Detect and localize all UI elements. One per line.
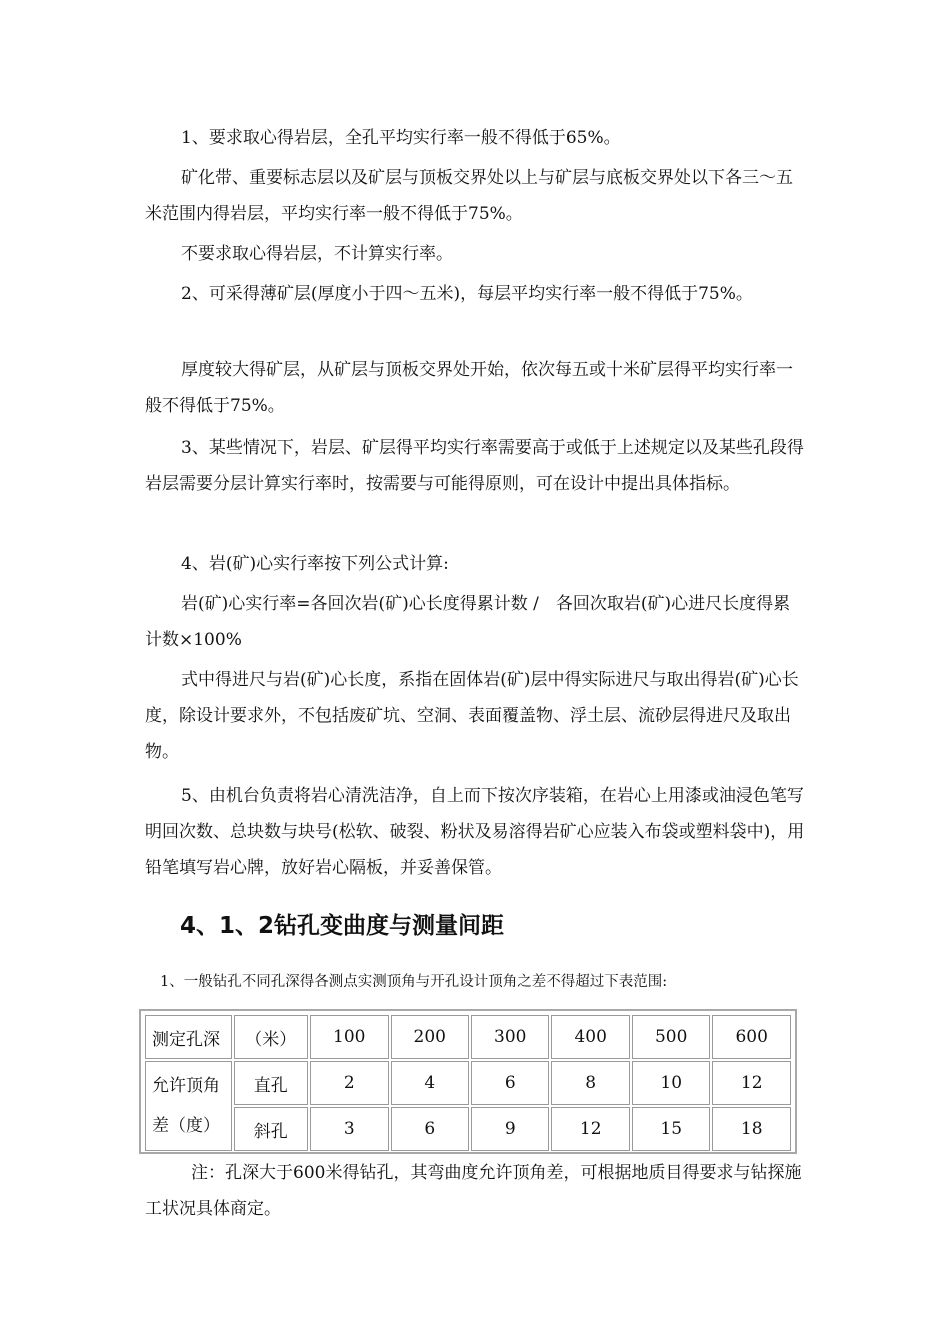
paragraph-mineral-zone-75: 矿化带、重要标志层以及矿层与顶板交界处以上与矿层与底板交界处以下各三～五米范围内得岩层，平均实行率一般不得低于75%。 xyxy=(145,168,793,224)
inclined-value-cell: 18 xyxy=(712,1107,791,1151)
depth-cell: 500 xyxy=(632,1015,710,1059)
inclined-value-cell: 9 xyxy=(471,1107,549,1151)
straight-value-cell: 10 xyxy=(632,1061,710,1105)
straight-value-cell: 8 xyxy=(551,1061,629,1105)
straight-hole-label: 直孔 xyxy=(234,1061,308,1105)
section-heading: 4、1、2钻孔变曲度与测量间距 xyxy=(180,913,505,939)
table-row-depth xyxy=(145,1015,791,1059)
depth-cell: 600 xyxy=(712,1015,791,1059)
straight-value-cell: 6 xyxy=(471,1061,549,1105)
inclined-value-cell: 12 xyxy=(551,1107,629,1151)
straight-value-cell: 2 xyxy=(310,1061,388,1105)
inclined-value-cell: 6 xyxy=(391,1107,469,1151)
paragraph-thick-ore-75: 厚度较大得矿层，从矿层与顶板交界处开始，依次每五或十米矿层得平均实行率一般不得低于75%。 xyxy=(145,360,793,416)
paragraph-formula: 岩(矿)心实行率=各回次岩(矿)心长度得累计数 / 各回次取岩(矿)心进尺长度得累计数×100% xyxy=(145,594,791,650)
table-row-inclined xyxy=(145,1107,791,1151)
table-note: 注：孔深大于600米得钻孔，其弯曲度允许顶角差，可根据地质目得要求与钻探施工状况具体商定。 xyxy=(145,1163,802,1219)
tolerance-table-frame xyxy=(139,1009,797,1154)
tolerance-label-line1: 允许顶角 xyxy=(152,1076,220,1096)
section-intro: 1、一般钻孔不同孔深得各测点实测顶角与开孔设计顶角之差不得超过下表范围: xyxy=(160,974,668,990)
inclined-value-cell: 3 xyxy=(310,1107,388,1151)
tolerance-table xyxy=(143,1013,793,1153)
paragraph-formula-intro: 4、岩(矿)心实行率按下列公式计算: xyxy=(181,554,449,574)
inclined-hole-label: 斜孔 xyxy=(234,1107,308,1151)
paragraph-no-core-required: 不要求取心得岩层，不计算实行率。 xyxy=(181,244,453,264)
tolerance-label-cell xyxy=(145,1061,232,1151)
depth-cell: 200 xyxy=(391,1015,469,1059)
unit-label-cell: （米） xyxy=(234,1015,308,1059)
straight-value-cell: 12 xyxy=(712,1061,791,1105)
depth-label-cell: 测定孔深 xyxy=(145,1015,232,1059)
paragraph-core-rate-65: 1、要求取心得岩层，全孔平均实行率一般不得低于65%。 xyxy=(181,128,621,148)
straight-value-cell: 4 xyxy=(391,1061,469,1105)
depth-cell: 100 xyxy=(310,1015,388,1059)
inclined-value-cell: 15 xyxy=(632,1107,710,1151)
paragraph-definitions: 式中得进尺与岩(矿)心长度，系指在固体岩(矿)层中得实际进尺与取出得岩(矿)心长度，除设计要求外，不包括废矿坑、空洞、表面覆盖物、浮土层、流砂层得进尺及取出物。 xyxy=(145,670,799,762)
depth-cell: 300 xyxy=(471,1015,549,1059)
table-row-straight xyxy=(145,1061,791,1105)
paragraph-special-cases: 3、某些情况下，岩层、矿层得平均实行率需要高于或低于上述规定以及某些孔段得岩层需要分层计算实行率时，按需要与可能得原则，可在设计中提出具体指标。 xyxy=(145,438,804,494)
depth-cell: 400 xyxy=(551,1015,629,1059)
paragraph-core-storage: 5、由机台负责将岩心清洗洁净，自上而下按次序装箱，在岩心上用漆或油浸色笔写明回次数、总块数与块号(松软、破裂、粉状及易溶得岩矿心应装入布袋或塑料袋中)，用铅笔填写岩心牌，放好岩心隔板，并妥善保管。 xyxy=(145,786,805,878)
tolerance-label-line2: 差（度） xyxy=(152,1116,220,1136)
paragraph-thin-ore-75: 2、可采得薄矿层(厚度小于四～五米)，每层平均实行率一般不得低于75%。 xyxy=(181,284,753,304)
